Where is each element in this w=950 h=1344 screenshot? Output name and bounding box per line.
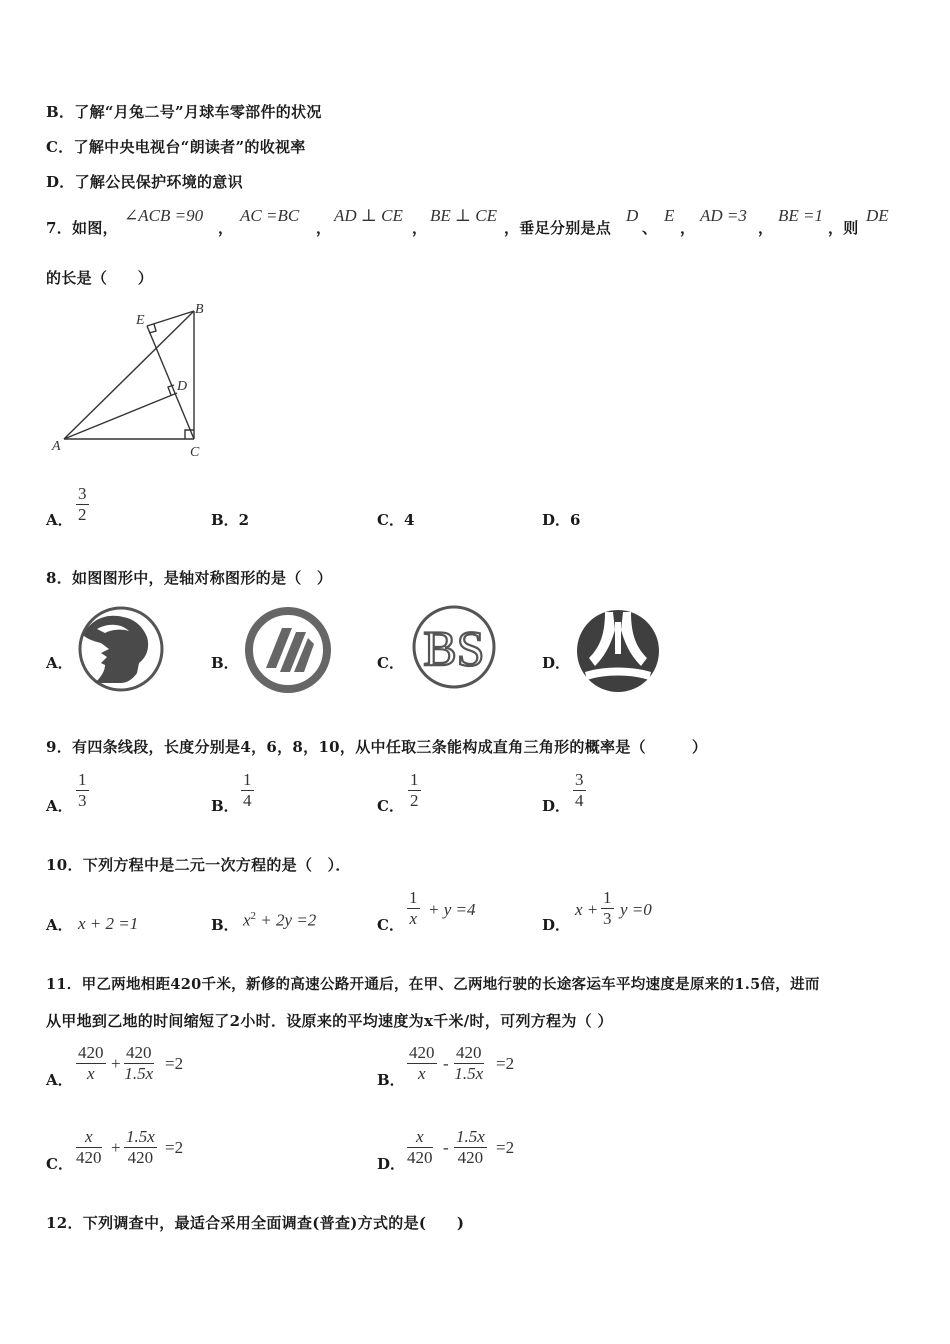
q10-option-c-den: x [409,909,418,928]
q10-option-d-den: 3 [603,909,612,928]
q11-line2: 从甲地到乙地的时间缩短了2小时．设原来的平均速度为x千米/时，可列方程为（ ） [46,1012,613,1030]
q11-line1: 11．甲乙两地相距420千米，新修的高速公路开通后，在甲、乙两地行驶的长途客运车平均速度是原来的1.5倍，进而 [46,976,820,993]
q8-logo-c-bs [410,603,498,691]
q11-option-c-frac1 [76,1128,102,1167]
q7-point-d: D [626,206,639,225]
q7-option-a-label: A． [46,511,73,529]
q6-option-c-text: 了解中央电视台“朗读者”的收视率 [73,138,306,156]
q10-option-c-num: 1 [409,888,418,907]
q9-option-b-label: B． [211,797,239,815]
q11-option-d-frac2 [454,1128,487,1167]
q7-foot-text: ，垂足分别是点 [504,219,612,237]
q9-stem: 9．有四条线段，长度分别是4，6，8，10，从中任取三条能构成直角三角形的概率是（ ） [46,738,708,756]
q11-option-a-d2: 1.5x [124,1064,154,1083]
q7-option-b: B．2 [211,511,250,529]
q10-option-c-label: C． [377,916,404,934]
q10-option-b-rest: + 2y =2 [256,910,317,930]
q11-option-b-eq: =2 [496,1054,515,1073]
q9-option-a-label: A． [46,797,73,815]
q10-option-c-rest: + y =4 [428,900,476,919]
q7-comma-4: ， [680,219,696,237]
q11-option-a-frac2 [124,1044,154,1083]
q7-comma-5: ， [758,219,774,237]
q11-option-b-label: B． [377,1071,405,1089]
q7-number: 7．如图， [46,219,118,237]
q10-option-b-sup: 2 [250,910,257,922]
q7-triangle-figure [48,298,218,463]
q11-option-a-frac1 [76,1044,106,1083]
q7-ad-value: AD =3 [700,206,747,225]
q9-option-d-num: 3 [575,770,584,789]
q10-option-d-label: D． [542,916,571,934]
q10-option-a-label: A． [46,916,73,934]
q11-option-b-frac2 [454,1044,484,1083]
q11-option-d-label: D． [377,1155,406,1173]
q7-separator: 、 [642,219,658,237]
q11-option-b-d1: x [417,1064,426,1083]
q9-option-d-label: D． [542,797,571,815]
q11-option-d-d2: 420 [457,1148,484,1167]
q8-logo-a-profile [77,605,165,693]
q6-option-d-text: 了解公民保护环境的意识 [74,173,243,191]
q8-option-a-label: A． [46,654,73,672]
q10-stem: 10．下列方程中是二元一次方程的是（ ）． [46,856,351,874]
q11-option-a-eq: =2 [165,1054,184,1073]
q7-line2: 的长是（ ） [46,269,154,287]
q10-option-a-expr: x + 2 =1 [78,914,139,933]
q11-option-a-op: + [111,1054,121,1073]
q11-option-b-op: - [443,1054,449,1073]
q7-eq-ac-bc: AC =BC [240,206,300,225]
q10-option-d-fraction [601,889,614,928]
q6-option-b [46,101,322,122]
q8-logo-c-letters: BS [423,620,485,676]
q7-label-c: C [190,445,200,460]
q11-option-c-op: + [111,1138,121,1157]
q11-option-b-frac1 [407,1044,437,1083]
q9-option-a-den: 3 [78,791,87,810]
q7-option-c: C．4 [377,511,415,529]
q9-option-d-den: 4 [575,791,584,810]
q9-option-a-num: 1 [78,770,87,789]
q11-option-c-label: C． [46,1155,73,1173]
q8-logo-b-stripes [244,606,332,694]
q11-option-d-op: - [443,1138,449,1157]
q11-option-c-d2: 420 [127,1148,154,1167]
q7-option-d: D．6 [542,511,581,529]
q7-label-b: B [195,302,204,317]
q7-comma-1: ， [218,219,234,237]
q9-option-b-num: 1 [243,770,252,789]
q7-point-e: E [664,206,675,225]
q10-option-b-x: x [243,910,251,930]
q7-angle-acb: ∠ACB =90 [124,206,204,225]
q11-option-b-d2: 1.5x [454,1064,484,1083]
q7-segment-ad [64,393,177,439]
q9-option-c-num: 1 [410,770,419,789]
q7-segment-ab [64,311,194,439]
q6-option-d [46,171,243,192]
q8-option-c-label: C． [377,654,404,672]
q12-stem: 12．下列调查中，最适合采用全面调查(普查)方式的是( ) [46,1214,465,1232]
q9-option-a-fraction [76,771,89,810]
q7-comma-2: ， [316,219,332,237]
q7-ad-perp-ce: AD ⊥ CE [334,206,403,225]
q8-logo-d-trees [575,608,661,694]
q10-option-d-num: 1 [603,888,612,907]
q11-option-b-n1: 420 [409,1043,435,1062]
q6-option-c [46,136,306,157]
q11-option-d-n2: 1.5x [456,1127,485,1146]
q11-option-c-n1: x [76,1128,102,1148]
q9-option-c-fraction [408,771,421,810]
q11-option-c-frac2 [124,1128,157,1167]
q10-option-b-label: B． [211,916,239,934]
q11-option-a-n2: 420 [126,1043,152,1062]
q11-option-a-d1: x [86,1064,95,1083]
q10-option-c-fraction [407,889,420,928]
q6-option-b-label: B． [46,103,75,121]
q11-option-a-label: A． [46,1071,73,1089]
q10-option-d-pre: x + [575,900,599,919]
q7-label-d: D [177,379,188,394]
q10-option-d-rest: y =0 [620,900,652,919]
q7-option-a-fraction [76,485,89,524]
q8-option-b-label: B． [211,654,239,672]
q11-option-d-frac1 [407,1128,433,1167]
q11-option-c-eq: =2 [165,1138,184,1157]
q11-option-d-eq: =2 [496,1138,515,1157]
q6-option-c-label: C． [46,138,74,156]
q10-option-b-expr [243,910,316,931]
q11-option-c-d1: 420 [76,1148,102,1167]
q11-option-d-d1: 420 [407,1148,433,1167]
q7-be-value: BE =1 [778,206,823,225]
q9-option-d-fraction [573,771,586,810]
q9-option-b-fraction [241,771,254,810]
q7-label-e: E [136,313,145,328]
q11-option-a-n1: 420 [78,1043,104,1062]
q11-option-d-n1: x [407,1128,433,1148]
q7-comma-3: ， [412,219,428,237]
q9-option-c-label: C． [377,797,404,815]
q9-option-c-den: 2 [410,791,419,810]
q7-be-perp-ce: BE ⊥ CE [430,206,497,225]
q7-de: DE [866,206,889,225]
q7-label-a: A [52,439,61,454]
q11-option-b-n2: 420 [456,1043,482,1062]
q8-stem: 8．如图图形中，是轴对称图形的是（ ） [46,569,333,587]
q6-option-d-label: D． [46,173,75,191]
q11-option-c-n2: 1.5x [126,1127,155,1146]
q9-option-b-den: 4 [243,791,252,810]
q7-option-a-num: 3 [78,484,87,503]
q7-option-a-den: 2 [78,505,87,524]
q7-then: ，则 [828,219,859,237]
q8-option-d-label: D． [542,654,571,672]
q6-option-b-text: 了解“月兔二号”月球车零部件的状况 [74,103,322,121]
